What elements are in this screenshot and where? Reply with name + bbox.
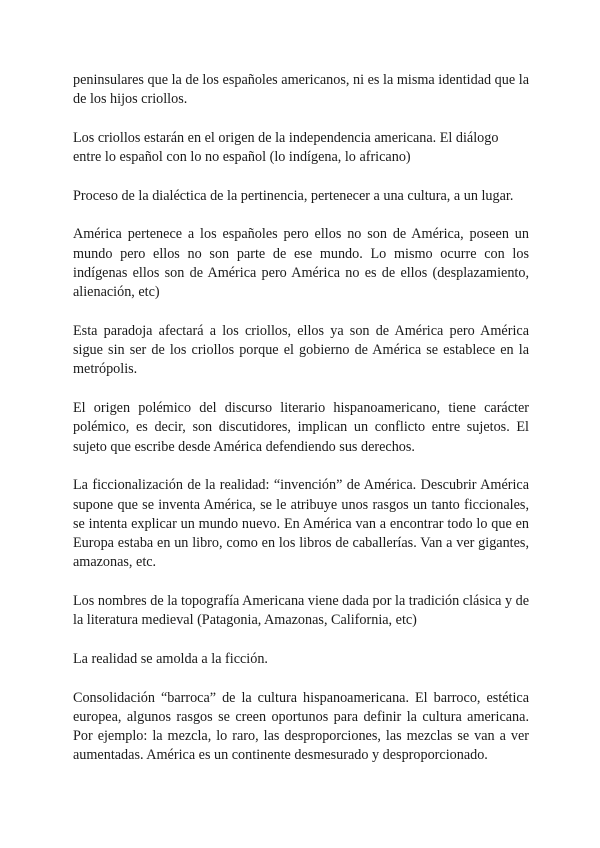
paragraph-1: peninsulares que la de los españoles americanos, ni es la misma identidad que la de los hijos criollos. bbox=[73, 72, 529, 108]
document-page bbox=[73, 71, 529, 785]
paragraph-4: América pertenece a los españoles pero ellos no son de América, poseen un mundo pero ellos no son parte de ese mundo. Lo mismo ocurre con los indígenas ellos son de América pero América no es de ellos (desplazamiento, alienación, etc) bbox=[73, 226, 529, 301]
paragraph-5: Esta paradoja afectará a los criollos, ellos ya son de América pero América sigue sin ser de los criollos porque el gobierno de América se establece en la metrópolis. bbox=[73, 322, 529, 378]
paragraph-9: La realidad se amolda a la ficción. bbox=[73, 650, 268, 667]
paragraph-3: Proceso de la dialéctica de la pertinencia, pertenecer a una cultura, a un lugar. bbox=[73, 187, 514, 204]
paragraph-10: Consolidación “barroca” de la cultura hispanoamericana. El barroco, estética europea, algunos rasgos se creen oportunos para definir la cultura americana. Por ejemplo: la mezcla, lo raro, las desproporciones, las mezclas se van a ver aumentadas. América es un continente desmesurado y desproporcionado. bbox=[73, 689, 529, 764]
paragraph-2: Los criollos estarán en el origen de la independencia americana. El diálogo entre lo español con lo no español (lo indígena, lo africano) bbox=[73, 129, 499, 166]
paragraph-6: El origen polémico del discurso literario hispanoamericano, tiene carácter polémico, es decir, son discutidores, implican un conflicto entre sujetos. El sujeto que escribe desde América defendiendo sus derechos. bbox=[73, 400, 529, 455]
paragraph-8: Los nombres de la topografía Americana viene dada por la tradición clásica y de la literatura medieval (Patagonia, Amazonas, California, etc) bbox=[73, 593, 529, 629]
paragraph-7: La ficcionalización de la realidad: “invención” de América. Descubrir América supone que se inventa América, se le atribuye unos rasgos un tanto ficcionales, se intenta explicar un mundo nuevo. En América van a encontrar todo lo que en Europa estaba en un libro, como en los libros de caballerías. Van a ver gigantes, amazonas, etc. bbox=[73, 477, 529, 571]
